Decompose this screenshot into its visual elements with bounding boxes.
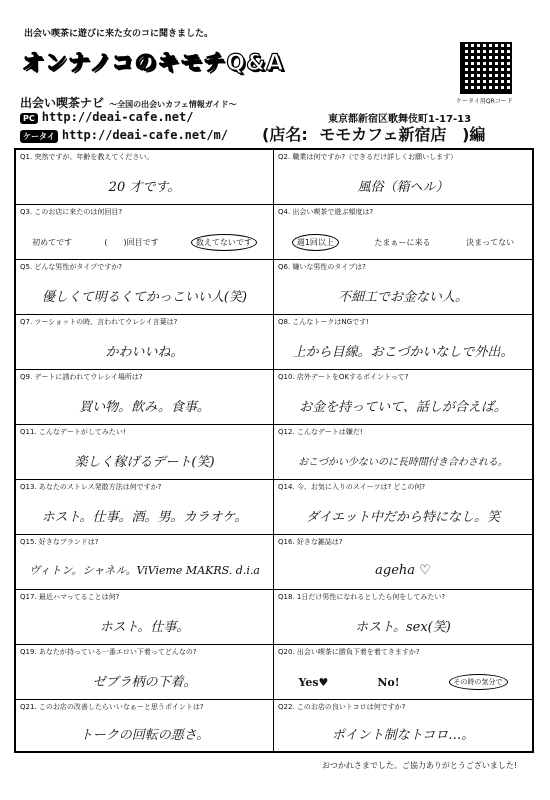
option-group	[16, 225, 273, 259]
answer-text: 優しくて明るくてかっこいい人(笑)	[41, 289, 248, 305]
answer-text: ダイエット中だから特になし。笑	[306, 509, 500, 525]
qa-cell-q10	[274, 370, 532, 425]
qa-cell-q11	[16, 425, 274, 480]
answer-text: ageha ♡	[375, 562, 431, 578]
answer-text: ホスト。仕事。	[99, 619, 190, 635]
mobile-url-row	[20, 128, 228, 143]
question-label: Q4. 出会い喫茶で遊ぶ頻度は?	[278, 208, 374, 216]
qa-cell-q4	[274, 205, 532, 260]
footer-thanks: おつかれさまでした。ご協力ありがとうございました!	[322, 761, 518, 770]
question-label: Q13. あなたのストレス発散方法は何ですか?	[20, 483, 162, 491]
answer-text: かわいいね。	[105, 344, 184, 360]
answer-text: ポイント制なトコロ…。	[331, 728, 475, 743]
question-label: Q5. どんな男性がタイプですか?	[20, 263, 122, 271]
qa-cell-q14	[274, 480, 532, 535]
shop-line	[262, 122, 485, 145]
option-group	[274, 665, 532, 699]
question-label: Q20. 出会い喫茶に勝負下着を着てきますか?	[278, 648, 420, 656]
pc-url-link[interactable]: http://deai-cafe.net/	[41, 110, 194, 124]
qa-cell-q12	[274, 425, 532, 480]
qa-cell-q5	[16, 260, 274, 315]
qa-cell-q19	[16, 645, 274, 700]
tagline: 出会い喫茶に遊びに来た女のコに聞きました。	[24, 29, 214, 39]
site-name: 出会い喫茶ナビ	[20, 96, 105, 110]
mobile-badge: ケータイ	[20, 130, 58, 143]
question-label: Q7. ツーショットの時、言われてウレシイ言葉は?	[20, 318, 178, 326]
qa-cell-q22	[274, 700, 532, 751]
mobile-url-link[interactable]: http://deai-cafe.net/m/	[61, 128, 229, 142]
answer-text: 上から目線。おこづかいなしで外出。	[292, 344, 514, 360]
qr-code[interactable]	[460, 42, 512, 94]
answer-text: 買い物。飲み。食事。	[79, 399, 210, 415]
answer-text: 楽しく稼げるデート(笑)	[74, 454, 215, 470]
answer-text: ホスト。仕事。酒。男。カラオケ。	[41, 509, 248, 525]
answer-text: トークの回転の悪さ。	[79, 728, 210, 743]
question-label: Q17. 最近ハマってることは何?	[20, 593, 120, 601]
shop-name: モモカフェ新宿店	[319, 125, 447, 144]
answer-text: 20 才です。	[108, 179, 181, 195]
qa-cell-q8	[274, 315, 532, 370]
option: 初めてです	[32, 237, 73, 247]
qa-cell-q16	[274, 535, 532, 590]
site-subtitle: ～全国の出会いカフェ情報ガイド～	[109, 100, 237, 109]
question-label: Q18. 1日だけ男性になれるとしたら何をしてみたい?	[278, 593, 446, 601]
answer-text: 不細工でお金ない人。	[337, 289, 468, 305]
option-group	[274, 225, 532, 259]
answer-text: 風俗（箱ヘル）	[357, 179, 449, 195]
option: ( )回目です	[104, 237, 159, 247]
pc-url-row	[20, 110, 193, 124]
site-brand	[20, 92, 236, 111]
question-label: Q3. このお店に来たのは何回目?	[20, 208, 123, 216]
question-label: Q14. 今、お気に入りのスイーツは? どこの何?	[278, 483, 426, 491]
answer-text: ヴィトン。シャネル。ViVieme MAKRS. d.i.a	[29, 564, 260, 577]
qa-cell-q9	[16, 370, 274, 425]
question-label: Q8. こんなトークはNGです!	[278, 318, 369, 326]
option: Yes♥	[298, 675, 329, 689]
question-label: Q2. 職業は何ですか?（できるだけ詳しくお願いします）	[278, 153, 458, 161]
qa-cell-q18	[274, 590, 532, 645]
pc-badge: PC	[20, 113, 38, 124]
qa-cell-q6	[274, 260, 532, 315]
option-selected: その時の気分で	[449, 674, 508, 690]
answer-text: ゼブラ柄の下着。	[92, 674, 197, 690]
option-selected: 数えてないです	[191, 234, 257, 251]
option: No!	[377, 675, 400, 689]
qa-cell-q7	[16, 315, 274, 370]
qa-cell-q20	[274, 645, 532, 700]
question-label: Q6. 嫌いな男性のタイプは?	[278, 263, 366, 271]
question-label: Q22. このお店の良いトコロは何ですか?	[278, 703, 406, 711]
qa-grid	[14, 148, 534, 753]
shop-label: (店名:	[262, 125, 308, 144]
qa-cell-q2	[274, 150, 532, 205]
qa-cell-q1	[16, 150, 274, 205]
qa-cell-q21	[16, 700, 274, 751]
question-label: Q16. 好きな雑誌は?	[278, 538, 343, 546]
answer-text: お金を持っていて、話しが合えば。	[299, 399, 507, 415]
option: 決まってない	[466, 237, 515, 247]
answer-text: おこづかい少ないのに長時間付き合わされる。	[298, 456, 508, 468]
page-title: オンナノコのキモチQ&A	[22, 51, 285, 76]
question-label: Q19. あなたが持っている一番エロい下着ってどんなの?	[20, 648, 197, 656]
qr-caption: ケータイ用QRコード	[456, 98, 513, 105]
answer-text: ホスト。sex(笑)	[355, 619, 451, 635]
option: たまぁーに来る	[374, 237, 431, 247]
question-label: Q10. 店外デートをOKするポイントって?	[278, 373, 409, 381]
qa-cell-q17	[16, 590, 274, 645]
qa-cell-q15	[16, 535, 274, 590]
question-label: Q21. このお店の改善したらいいなぁーと思うポイントは?	[20, 703, 204, 711]
question-label: Q9. デートに誘われてウレシイ場所は?	[20, 373, 143, 381]
question-label: Q12. こんなデートは嫌だ!	[278, 428, 363, 436]
shop-address: 東京都新宿区歌舞伎町1-17-13	[328, 114, 472, 125]
shop-suffix: )編	[462, 125, 486, 144]
question-label: Q15. 好きなブランドは?	[20, 538, 99, 546]
question-label: Q11. こんなデートがしてみたい!	[20, 428, 126, 436]
qa-cell-q3	[16, 205, 274, 260]
option-selected: 週1回以上	[292, 234, 339, 251]
qa-cell-q13	[16, 480, 274, 535]
question-label: Q1. 突然ですが、年齢を教えてください。	[20, 153, 154, 161]
